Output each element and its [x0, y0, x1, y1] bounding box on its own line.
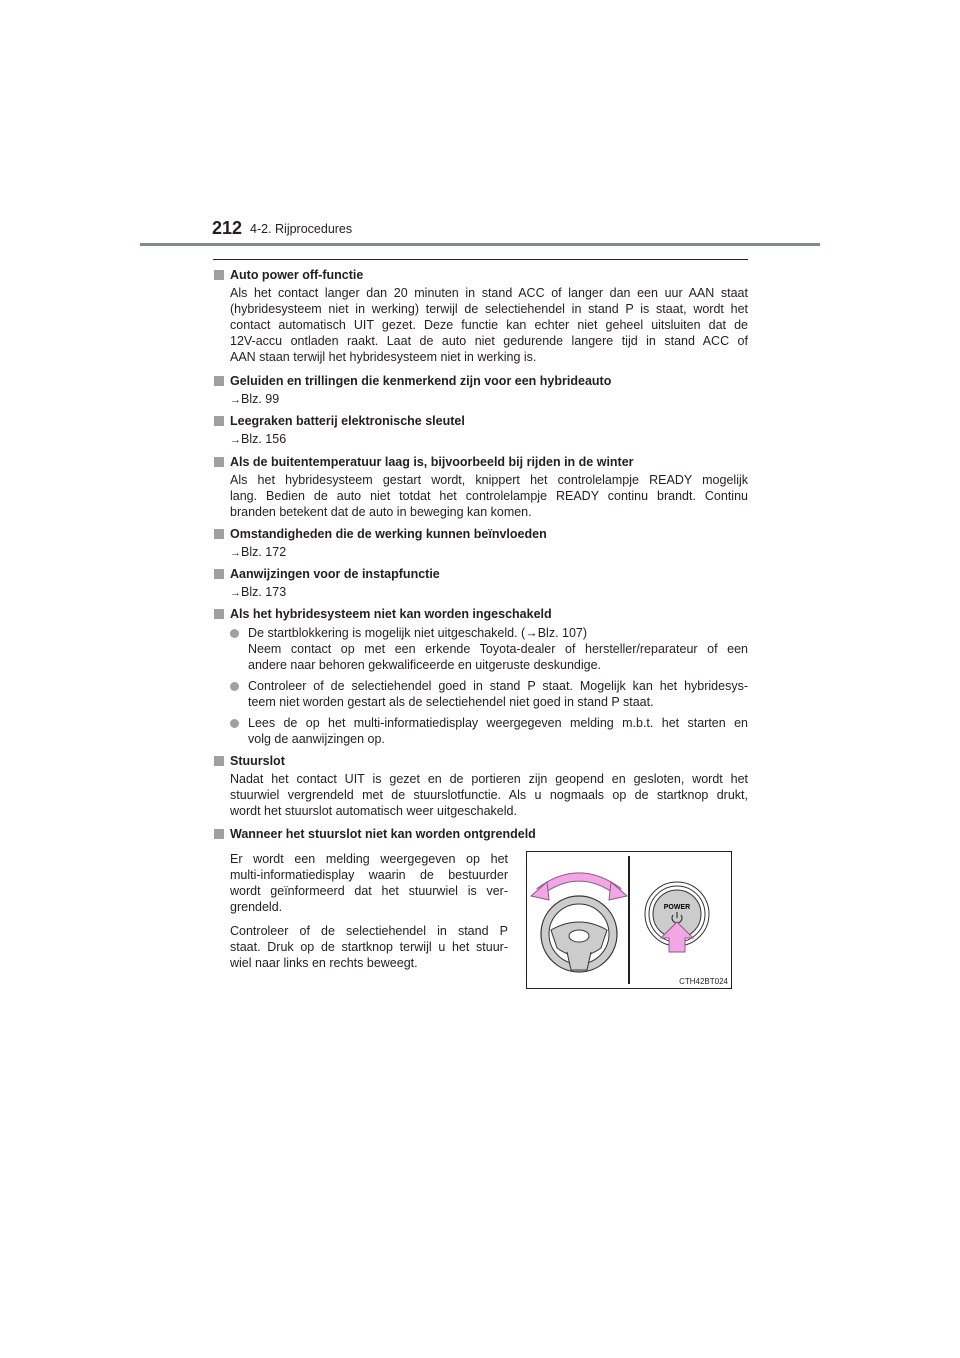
section — [213, 566, 748, 601]
bullet-item — [213, 715, 748, 747]
text-line: branden betekent dat de auto in beweging kan komen. — [230, 505, 532, 519]
square-bullet-icon — [214, 416, 224, 426]
text-line: Neem contact op met een erkende Toyota-dealer of hersteller/reparateur of een — [248, 642, 748, 656]
text-line: contact automatisch UIT gezet. Deze functie kan echter niet geheel uitsluiten dat de — [230, 318, 748, 332]
section-rule — [213, 259, 748, 260]
figure-code: CTH42BT024 — [679, 977, 728, 986]
section — [213, 373, 748, 408]
text-line: Controleer of de selectiehendel in stand P — [230, 924, 508, 938]
text-line: De startblokkering is mogelijk niet uitgeschakeld. (→Blz. 107) — [248, 626, 588, 640]
section-title: Als het hybridesysteem niet kan worden ingeschakeld — [230, 607, 552, 621]
section — [213, 753, 748, 819]
text-line: Als het hybridesysteem gestart wordt, knippert het controlelampje READY mogelijk — [230, 473, 748, 487]
page-reference[interactable] — [213, 391, 748, 408]
text-line: andere naar behoren gekwalificeerde en uitgeruste deskundige. — [248, 658, 602, 672]
text-line: Controleer of de selectiehendel goed in stand P staat. Mogelijk kan het hybridesys- — [248, 679, 748, 693]
text-line: wordt het stuurslot automatisch weer uitgeschakeld. — [230, 804, 517, 818]
section-title: Stuurslot — [230, 754, 285, 768]
square-bullet-icon — [214, 529, 224, 539]
section-title: Geluiden en trillingen die kenmerkend zijn voor een hybrideauto — [230, 374, 612, 388]
arrow-icon: → — [230, 434, 241, 446]
section — [213, 526, 748, 561]
square-bullet-icon — [214, 376, 224, 386]
section-heading — [213, 373, 748, 389]
text-line: Als het contact langer dan 20 minuten in stand ACC of langer dan een uur AAN staat — [230, 286, 748, 300]
reference-text: Blz. 172 — [241, 545, 287, 559]
paragraph — [213, 771, 748, 819]
section-heading — [213, 454, 748, 470]
section-title: Leegraken batterij elektronische sleutel — [230, 414, 465, 428]
reference-text: Blz. 99 — [241, 392, 280, 406]
steering-wheel-icon — [531, 877, 627, 972]
section-heading — [213, 566, 748, 582]
text-line: stuurwiel vergrendeld met de stuurslotfunctie. Als u nogmaals op de startknop drukt, — [230, 788, 748, 802]
page-number: 212 — [212, 218, 243, 238]
reference-text: Blz. 156 — [241, 432, 287, 446]
text-line: lang. Bedien de auto niet totdat het controlelampje READY continu brandt. Continu — [230, 489, 748, 503]
bullet-item — [213, 625, 748, 673]
section-title: Als de buitentemperatuur laag is, bijvoorbeeld bij rijden in de winter — [230, 455, 634, 469]
section-heading — [213, 826, 748, 842]
section — [213, 454, 748, 520]
bullet-item — [213, 678, 748, 710]
section-heading — [213, 526, 748, 542]
section-title: Wanneer het stuurslot niet kan worden ontgrendeld — [230, 827, 536, 841]
square-bullet-icon — [214, 756, 224, 766]
section — [213, 606, 748, 747]
arrow-icon: → — [230, 547, 241, 559]
power-button-icon — [645, 882, 709, 952]
text-line: Nadat het contact UIT is gezet en de portieren zijn geopend en gesloten, wordt het — [230, 772, 748, 786]
text-line: multi-informatiedisplay waarin de bestuurder — [230, 868, 508, 882]
section — [213, 267, 748, 365]
power-label: POWER — [663, 904, 691, 911]
square-bullet-icon — [214, 609, 224, 619]
page-reference[interactable] — [213, 544, 748, 561]
side-text — [230, 849, 508, 971]
circle-bullet-icon — [230, 719, 239, 728]
section-heading — [213, 413, 748, 429]
text-line: grendeld. — [230, 900, 283, 914]
page-reference[interactable] — [213, 584, 748, 601]
circle-bullet-icon — [230, 629, 239, 638]
square-bullet-icon — [214, 270, 224, 280]
text-line: Lees de op het multi-informatiedisplay weergegeven melding m.b.t. het starten en — [248, 716, 748, 730]
paragraph — [213, 472, 748, 520]
text-line: wordt geïnformeerd dat het stuurwiel is ver- — [230, 884, 508, 898]
text-line: 12V-accu ontladen raakt. Laat de auto niet gedurende langere tijd in stand ACC of — [230, 334, 748, 348]
section — [213, 413, 748, 448]
text-line: teem niet worden gestart als de selectiehendel niet goed in stand P staat. — [248, 695, 654, 709]
text-line: volg de aanwijzingen op. — [248, 732, 385, 746]
section-heading — [213, 753, 748, 769]
arrow-icon: → — [230, 587, 241, 599]
circle-bullet-icon — [230, 682, 239, 691]
reference-text: Blz. 173 — [241, 585, 287, 599]
header-rule — [140, 243, 820, 246]
text-line: (hybridesysteem niet in werking) terwijl de selectiehendel in stand P is staat, wordt het — [230, 302, 748, 316]
section-title: Aanwijzingen voor de instapfunctie — [230, 567, 440, 581]
arrow-icon: → — [230, 394, 241, 406]
square-bullet-icon — [214, 829, 224, 839]
text-line: wiel naar links en rechts beweegt. — [230, 956, 418, 970]
square-bullet-icon — [214, 457, 224, 467]
text-line: staat. Druk op de startknop terwijl u het stuur- — [230, 940, 508, 954]
chapter-title: 4-2. Rijprocedures — [250, 222, 353, 236]
steering-lock-figure — [526, 851, 732, 989]
paragraph — [230, 923, 508, 971]
page-reference[interactable] — [213, 431, 748, 448]
text-line: AAN staan terwijl het hybridesysteem niet in werking is. — [230, 350, 537, 364]
paragraph — [230, 851, 508, 915]
square-bullet-icon — [214, 569, 224, 579]
section-title: Omstandigheden die de werking kunnen beïnvloeden — [230, 527, 547, 541]
section — [213, 826, 748, 842]
text-line: Er wordt een melding weergegeven op het — [230, 852, 508, 866]
section-title: Auto power off-functie — [230, 268, 364, 282]
paragraph — [213, 285, 748, 365]
section-heading — [213, 606, 748, 622]
section-heading — [213, 267, 748, 283]
